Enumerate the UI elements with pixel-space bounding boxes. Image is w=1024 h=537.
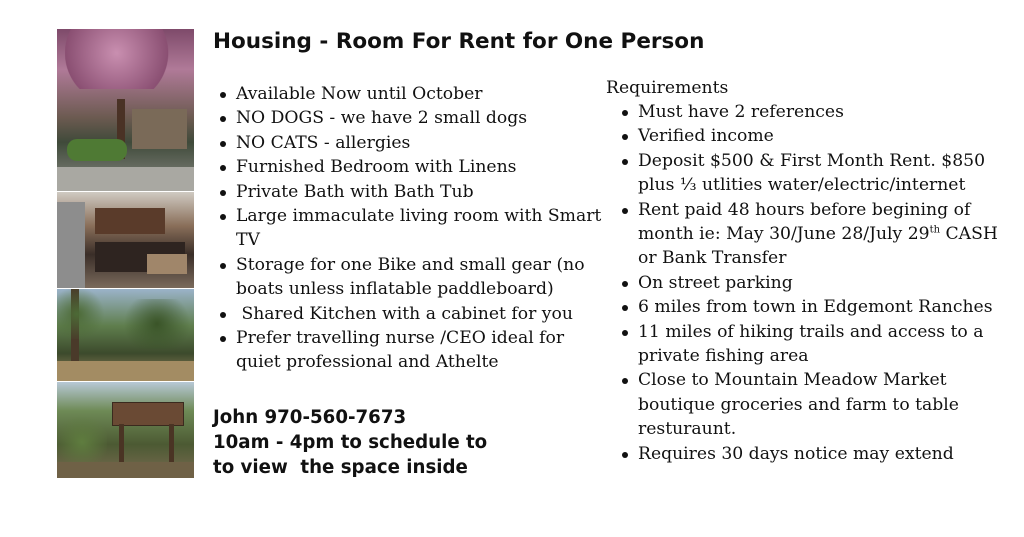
kitchen-photo [57, 192, 194, 288]
contact-phone: John 970-560-7673 [213, 407, 407, 428]
requirements-list [620, 100, 1000, 466]
list-item: 11 miles of hiking trails and access to a private fishing area [620, 320, 1000, 369]
list-item: Private Bath with Bath Tub [218, 180, 610, 204]
list-item: Close to Mountain Meadow Market boutique groceries and farm to table resturaunt. [620, 368, 1000, 441]
list-item: Large immaculate living room with Smart TV [218, 204, 610, 253]
list-item: Shared Kitchen with a cabinet for you [218, 302, 610, 326]
list-item: Furnished Bedroom with Linens [218, 155, 610, 179]
list-item: On street parking [620, 271, 1000, 295]
trail-sign-photo [57, 382, 194, 478]
contact-block [213, 405, 487, 480]
list-item: Requires 30 days notice may extend [620, 442, 1000, 466]
list-item: NO CATS - allergies [218, 131, 610, 155]
house-exterior-photo [57, 29, 194, 191]
forest-photo [57, 289, 194, 381]
list-item: Available Now until October [218, 82, 610, 106]
requirements-heading: Requirements [606, 78, 729, 98]
contact-hours: 10am - 4pm to schedule to [213, 432, 488, 453]
features-list [218, 82, 610, 375]
list-item: Storage for one Bike and small gear (no boats unless inflatable paddleboard) [218, 253, 610, 302]
rent-schedule-text: Rent paid 48 hours before begining of month ie: May 30/June 28/July 29 [638, 199, 971, 245]
list-item: Deposit $500 & First Month Rent. $850 plus ⅓ utlities water/electric/internet [620, 149, 1000, 198]
list-item: Must have 2 references [620, 100, 1000, 124]
list-item: 6 miles from town in Edgemont Ranches [620, 295, 1000, 319]
list-item: Verified income [620, 124, 1000, 148]
photo-strip [57, 29, 194, 478]
list-item [620, 198, 1000, 271]
list-item: Prefer travelling nurse /CEO ideal for quiet professional and Athelte [218, 326, 610, 375]
payment-method-text: CASH or Bank Transfer [638, 224, 998, 269]
ordinal-suffix: th [929, 224, 941, 236]
list-item: NO DOGS - we have 2 small dogs [218, 106, 610, 130]
page-title: Housing - Room For Rent for One Person [213, 29, 705, 54]
contact-viewing: to view the space inside [213, 457, 468, 478]
